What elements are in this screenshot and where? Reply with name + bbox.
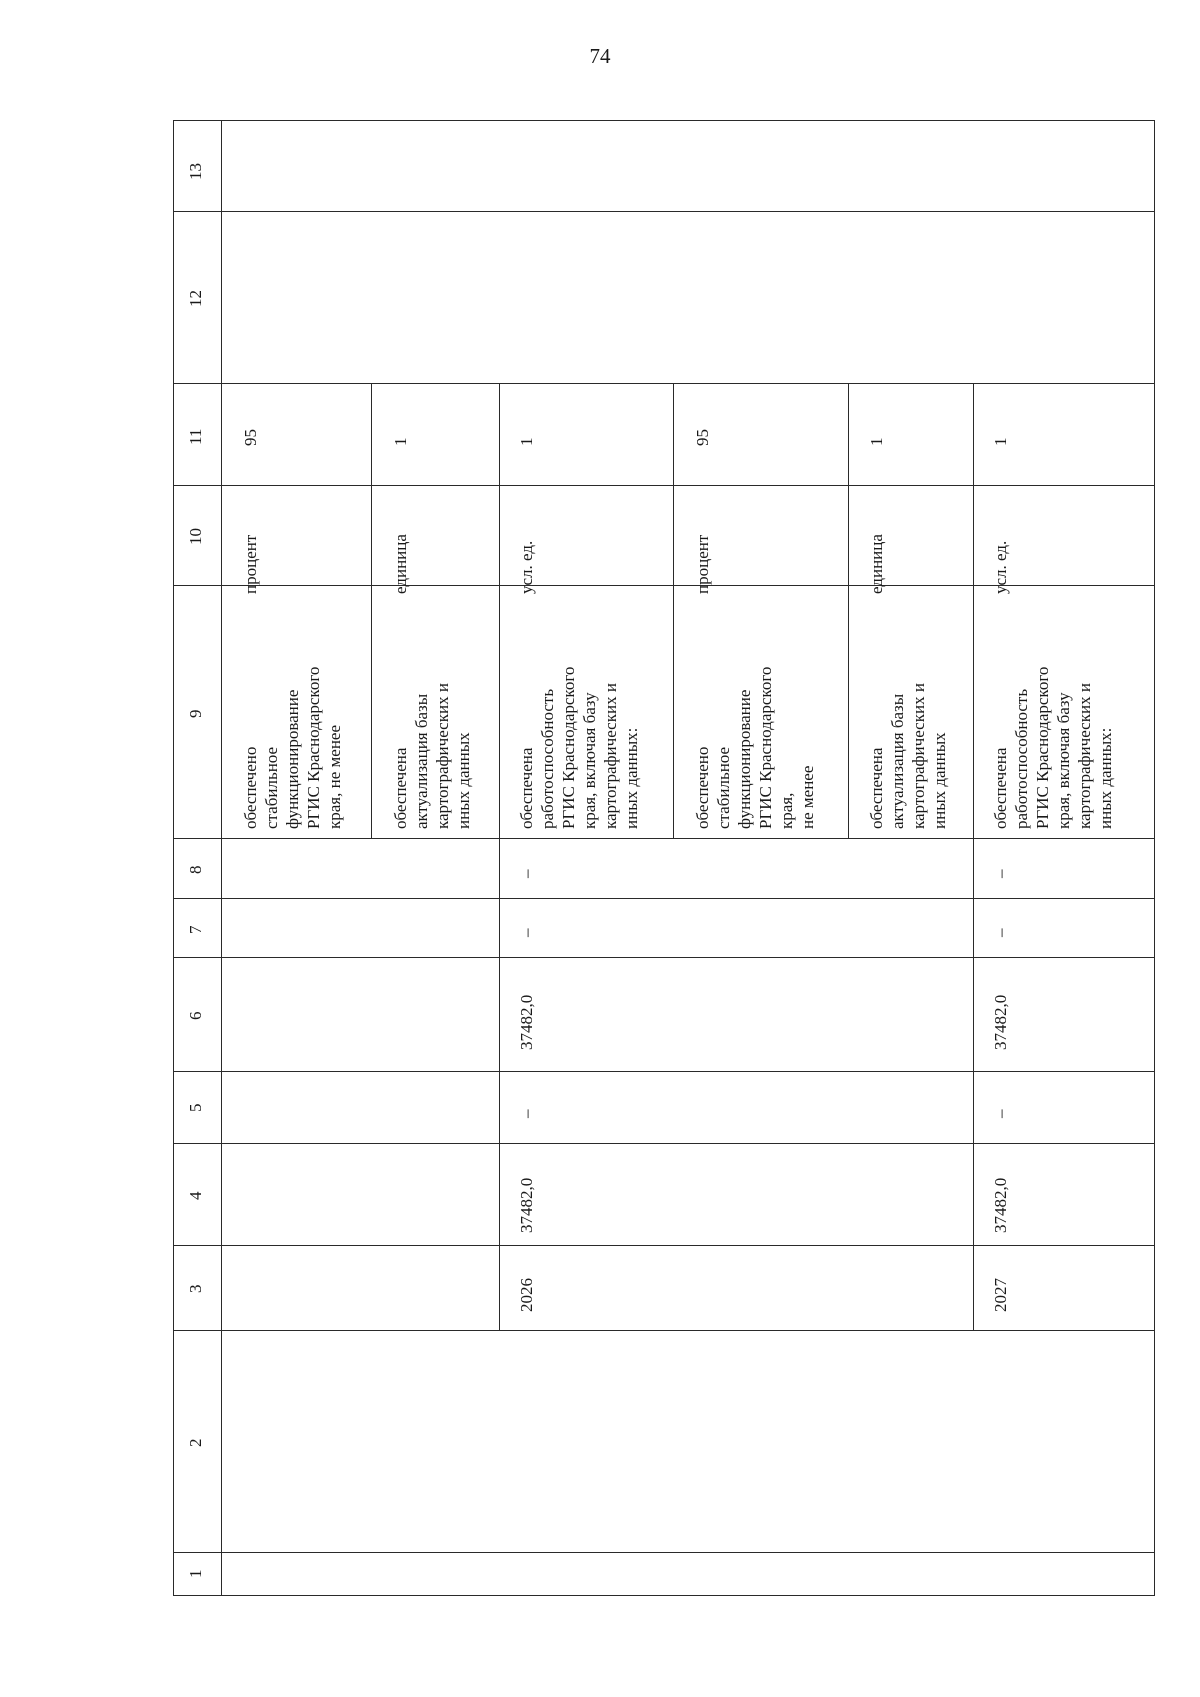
table-border-top xyxy=(173,120,1155,121)
col-line-2-1 xyxy=(173,1552,1155,1553)
column-header-11: 11 xyxy=(186,428,205,445)
row-separator xyxy=(848,383,849,838)
value-cell: 1 xyxy=(391,437,410,446)
col8-cell: – xyxy=(517,869,536,878)
year-cell: 2026 xyxy=(517,1278,536,1312)
indicator-cell: обеспечена работоспособность РГИС Краснодарского края, включая базу картографических и иных данных: xyxy=(991,666,1115,829)
value-cell: 95 xyxy=(241,429,260,446)
unit-cell: усл. ед. xyxy=(517,540,536,594)
col-line-4-3 xyxy=(173,1245,1155,1246)
page-number: 74 xyxy=(589,44,611,68)
col-line-5-4 xyxy=(173,1143,1155,1144)
col-line-3-2 xyxy=(173,1330,1155,1331)
column-header-7: 7 xyxy=(186,925,205,934)
col8-cell: – xyxy=(991,869,1010,878)
col-line-6-5 xyxy=(173,1071,1155,1072)
column-header-1: 1 xyxy=(186,1569,205,1578)
col4-cell: 37482,0 xyxy=(991,1177,1010,1233)
col5-cell: – xyxy=(991,1109,1010,1118)
col4-cell: 37482,0 xyxy=(517,1177,536,1233)
indicator-cell: обеспечена работоспособность РГИС Краснодарского края, включая базу картографических и иных данных: xyxy=(517,666,641,829)
column-header-12: 12 xyxy=(186,290,205,307)
value-cell: 1 xyxy=(991,437,1010,446)
indicator-cell: обеспечена актуализация базы картографических и иных данных xyxy=(391,683,473,829)
indicator-cell: обеспечено стабильное функционирование РГИС Краснодарского края, не менее xyxy=(241,666,344,829)
block-separator-2027 xyxy=(973,383,974,1330)
indicator-cell: обеспечено стабильное функционирование РГИС Краснодарского края, не менее xyxy=(693,666,817,829)
col-line-13-12 xyxy=(173,211,1155,212)
block-separator-2026 xyxy=(499,383,500,1330)
header-separator xyxy=(221,120,222,1595)
col6-cell: 37482,0 xyxy=(517,994,536,1050)
column-header-3: 3 xyxy=(186,1284,205,1293)
col-line-9-8 xyxy=(173,838,1155,839)
column-header-6: 6 xyxy=(186,1011,205,1020)
col-line-11-10 xyxy=(173,485,1155,486)
table-border-right xyxy=(1154,120,1155,1595)
col-line-8-7 xyxy=(173,898,1155,899)
unit-cell: единица xyxy=(867,534,886,594)
value-cell: 1 xyxy=(517,437,536,446)
col-line-12-11 xyxy=(173,383,1155,384)
col6-cell: 37482,0 xyxy=(991,994,1010,1050)
unit-cell: процент xyxy=(693,534,712,594)
unit-cell: процент xyxy=(241,534,260,594)
row-separator xyxy=(371,383,372,838)
year-cell: 2027 xyxy=(991,1278,1010,1312)
column-header-10: 10 xyxy=(186,528,205,545)
value-cell: 95 xyxy=(693,429,712,446)
col5-cell: – xyxy=(517,1109,536,1118)
indicator-cell: обеспечена актуализация базы картографических и иных данных xyxy=(867,683,949,829)
column-header-2: 2 xyxy=(186,1438,205,1447)
unit-cell: единица xyxy=(391,534,410,594)
column-header-8: 8 xyxy=(186,865,205,874)
col7-cell: – xyxy=(991,928,1010,937)
col7-cell: – xyxy=(517,928,536,937)
column-header-4: 4 xyxy=(186,1191,205,1200)
column-header-13: 13 xyxy=(186,163,205,180)
table-border-left xyxy=(173,120,174,1595)
row-separator xyxy=(673,383,674,838)
table-border-bottom xyxy=(173,1595,1155,1596)
unit-cell: усл. ед. xyxy=(991,540,1010,594)
column-header-9: 9 xyxy=(186,709,205,718)
column-header-5: 5 xyxy=(186,1103,205,1112)
value-cell: 1 xyxy=(867,437,886,446)
col-line-7-6 xyxy=(173,957,1155,958)
